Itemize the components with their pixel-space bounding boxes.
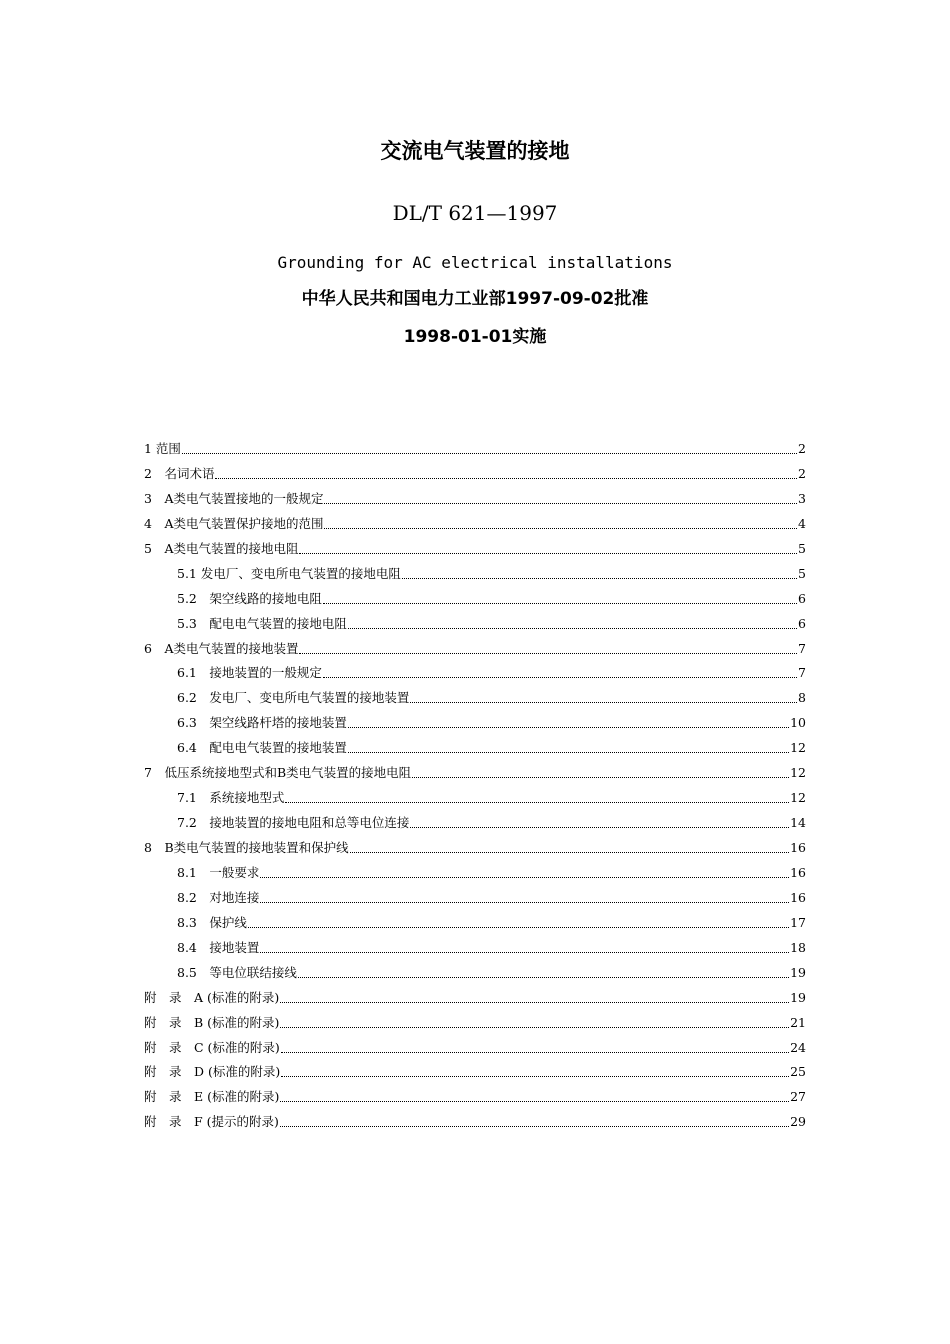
- toc-entry-label: 6.2 发电厂、变电所电气装置的接地装置: [177, 690, 410, 706]
- toc-entry-label: 5.3 配电电气装置的接地电阻: [177, 615, 347, 631]
- toc-dot-leader: [281, 1038, 789, 1053]
- toc-entry[interactable]: [144, 462, 806, 487]
- toc-entry-label: 5 A类电气装置的接地电阻: [144, 540, 299, 556]
- toc-entry[interactable]: [144, 736, 806, 761]
- toc-dot-leader: [410, 688, 797, 703]
- toc-entry[interactable]: [144, 612, 806, 637]
- toc-entry[interactable]: [144, 711, 806, 736]
- toc-dot-leader: [260, 888, 789, 903]
- toc-dot-leader: [410, 813, 789, 828]
- toc-entry[interactable]: [144, 961, 806, 986]
- toc-dot-leader: [260, 863, 789, 878]
- toc-entry-page-number: 17: [790, 914, 806, 930]
- toc-entry[interactable]: [144, 836, 806, 861]
- toc-entry[interactable]: [144, 437, 806, 462]
- toc-dot-leader: [280, 1087, 789, 1102]
- toc-dot-leader: [412, 763, 789, 778]
- toc-entry-page-number: 12: [790, 790, 806, 806]
- toc-entry[interactable]: [144, 1085, 806, 1110]
- toc-entry[interactable]: [144, 1060, 806, 1085]
- toc-dot-leader: [348, 738, 789, 753]
- toc-entry-label: 8.5 等电位联结接线: [177, 964, 297, 980]
- toc-entry-page-number: 27: [790, 1089, 806, 1105]
- toc-entry-page-number: 21: [790, 1014, 806, 1030]
- toc-entry-page-number: 6: [798, 590, 806, 606]
- toc-entry-page-number: 29: [790, 1114, 806, 1130]
- toc-entry-page-number: 6: [798, 615, 806, 631]
- toc-entry[interactable]: [144, 1011, 806, 1036]
- toc-entry-page-number: 16: [790, 840, 806, 855]
- toc-entry[interactable]: [144, 986, 806, 1011]
- toc-entry-label: 7.2 接地装置的接地电阻和总等电位连接: [177, 815, 410, 831]
- toc-entry-page-number: 5: [798, 565, 806, 581]
- toc-entry[interactable]: [144, 1110, 806, 1135]
- toc-entry[interactable]: [144, 886, 806, 911]
- toc-entry-label: 5.2 架空线路的接地电阻: [177, 590, 322, 606]
- toc-entry-label: 7.1 系统接地型式: [177, 790, 285, 806]
- toc-entry-page-number: 12: [790, 765, 806, 781]
- toc-entry-label: 6.4 配电电气装置的接地装置: [177, 740, 347, 756]
- toc-entry[interactable]: [144, 761, 806, 786]
- toc-dot-leader: [215, 464, 797, 479]
- standard-code: DL/T 621—1997: [392, 201, 558, 225]
- toc-dot-leader: [323, 589, 797, 604]
- toc-dot-leader: [182, 439, 797, 454]
- toc-entry-label: 8.1 一般要求: [177, 864, 260, 880]
- toc-entry-page-number: 10: [790, 715, 806, 731]
- toc-entry[interactable]: [144, 811, 806, 836]
- toc-dot-leader: [402, 564, 797, 579]
- toc-entry-page-number: 19: [790, 964, 806, 980]
- toc-entry-page-number: 4: [798, 515, 806, 531]
- toc-entry[interactable]: [144, 487, 806, 512]
- toc-entry-label: 8.4 接地装置: [177, 939, 260, 955]
- toc-entry-label: 附 录 A (标准的附录): [144, 989, 280, 1005]
- toc-entry[interactable]: [144, 936, 806, 961]
- toc-dot-leader: [324, 489, 797, 504]
- toc-dot-leader: [260, 938, 789, 953]
- table-of-contents: [144, 437, 806, 1135]
- toc-dot-leader: [280, 1112, 789, 1127]
- toc-dot-leader: [348, 713, 789, 728]
- toc-entry-page-number: 14: [790, 815, 806, 831]
- toc-entry-label: 8.2 对地连接: [177, 889, 260, 905]
- toc-dot-leader: [348, 614, 797, 629]
- toc-entry-label: 3 A类电气装置接地的一般规定: [144, 490, 324, 506]
- approval-line: 中华人民共和国电力工业部1997-09-02批准: [301, 289, 649, 309]
- document-title: 交流电气装置的接地: [380, 139, 570, 163]
- toc-entry-page-number: 19: [790, 989, 806, 1005]
- toc-entry[interactable]: [144, 512, 806, 537]
- toc-dot-leader: [280, 1013, 789, 1028]
- toc-entry-label: 7 低压系统接地型式和B类电气装置的接地电阻: [144, 765, 412, 781]
- toc-entry-label: 6.1 接地装置的一般规定: [177, 665, 322, 681]
- toc-entry[interactable]: [144, 537, 806, 562]
- toc-entry-page-number: 2: [798, 465, 806, 481]
- toc-entry[interactable]: [144, 587, 806, 612]
- toc-entry-label: 附 录 D (标准的附录): [144, 1064, 281, 1080]
- toc-entry[interactable]: [144, 562, 806, 587]
- toc-dot-leader: [350, 838, 789, 853]
- toc-entry-label: 6.3 架空线路杆塔的接地装置: [177, 715, 347, 731]
- toc-entry-label: 8.3 保护线: [177, 914, 247, 930]
- toc-entry-page-number: 3: [798, 490, 806, 506]
- toc-dot-leader: [323, 663, 797, 678]
- toc-dot-leader: [248, 913, 789, 928]
- toc-dot-leader: [299, 539, 797, 554]
- toc-dot-leader: [280, 988, 789, 1003]
- toc-entry-page-number: 18: [790, 939, 806, 955]
- english-title: Grounding for AC electrical installations: [277, 253, 673, 272]
- effective-date-line: 1998-01-01实施: [403, 327, 547, 347]
- toc-entry-label: 5.1 发电厂、变电所电气装置的接地电阻: [177, 565, 401, 581]
- toc-entry-page-number: 16: [790, 889, 806, 905]
- toc-entry[interactable]: [144, 911, 806, 936]
- toc-entry-page-number: 5: [798, 540, 806, 556]
- toc-entry[interactable]: [144, 637, 806, 662]
- toc-dot-leader: [285, 788, 789, 803]
- toc-entry-label: 附 录 C (标准的附录): [144, 1039, 280, 1055]
- toc-entry-label: 附 录 E (标准的附录): [144, 1089, 280, 1105]
- toc-entry-label: 1 范围: [144, 441, 181, 456]
- toc-entry-page-number: 16: [790, 864, 806, 880]
- toc-dot-leader: [324, 514, 797, 529]
- toc-entry-page-number: 7: [798, 640, 806, 656]
- toc-entry-label: 附 录 F (提示的附录): [144, 1114, 279, 1130]
- toc-entry[interactable]: [144, 686, 806, 711]
- toc-entry-label: 附 录 B (标准的附录): [144, 1014, 280, 1030]
- toc-dot-leader: [298, 963, 789, 978]
- toc-entry-page-number: 7: [798, 665, 806, 681]
- toc-entry-label: 4 A类电气装置保护接地的范围: [144, 515, 324, 531]
- toc-entry-page-number: 8: [798, 690, 806, 706]
- toc-entry-page-number: 25: [790, 1064, 806, 1080]
- toc-entry-page-number: 12: [790, 740, 806, 756]
- toc-dot-leader: [281, 1062, 789, 1077]
- toc-entry[interactable]: [144, 1036, 806, 1061]
- toc-entry-page-number: 24: [790, 1039, 806, 1055]
- toc-entry-label: 2 名词术语: [144, 465, 215, 481]
- toc-entry[interactable]: [144, 861, 806, 886]
- toc-entry-page-number: 2: [798, 441, 806, 456]
- toc-entry-label: 6 A类电气装置的接地装置: [144, 640, 299, 656]
- toc-entry[interactable]: [144, 786, 806, 811]
- toc-entry[interactable]: [144, 661, 806, 686]
- toc-dot-leader: [299, 639, 797, 654]
- toc-entry-label: 8 B类电气装置的接地装置和保护线: [144, 840, 349, 855]
